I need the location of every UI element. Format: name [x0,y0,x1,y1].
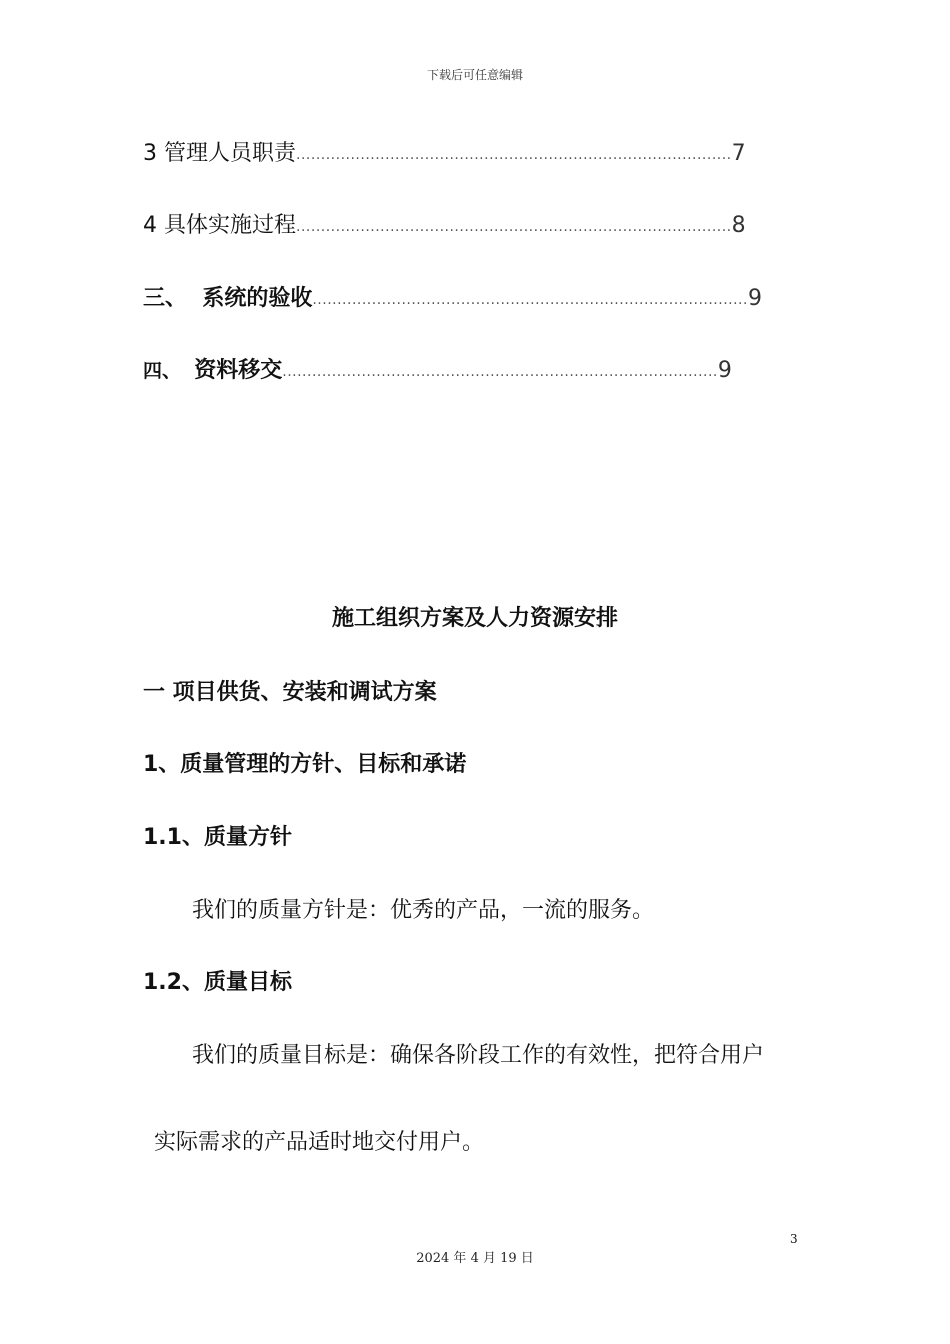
toc-entry-number: 三、 [143,286,203,311]
toc-entry-number: 四、 [143,360,195,382]
section-heading: 一 项目供货、安装和调试方案 [143,680,437,705]
toc-entry-label: 资料移交 [194,358,283,383]
toc-entry-3[interactable] [143,134,746,168]
toc-leader-dots: ........................................................................................ [296,147,732,163]
toc-page-number: 9 [717,358,732,383]
toc-leader-dots: ........................................................................................ [312,292,748,308]
chapter-title: 施工组织方案及人力资源安排 [331,606,618,631]
toc-page-number: 9 [747,286,762,311]
toc-page-number: 8 [731,213,746,238]
sub-subsection-heading: 1.2、质量目标 [143,970,292,995]
subsection-heading: 1、质量管理的方针、目标和承诺 [143,752,467,777]
sub-subsection-heading: 1.1、质量方针 [143,825,292,850]
paragraph-quality-goal-line1: 我们的质量目标是：确保各阶段工作的有效性，把符合用户 [192,1043,765,1068]
toc-entry-san[interactable] [143,279,762,313]
toc-entry-si[interactable] [143,351,732,385]
toc-entry-number: 3 [143,141,164,166]
toc-page-number: 7 [731,141,746,166]
page-header: 下载后可任意编辑 [426,68,523,82]
toc-leader-dots: ........................................................................................ [282,364,718,380]
paragraph-quality-policy: 我们的质量方针是：优秀的产品，一流的服务。 [192,898,655,923]
toc-entry-number: 4 [143,213,164,238]
paragraph-quality-goal-line2: 实际需求的产品适时地交付用户。 [154,1130,485,1155]
toc-entry-label: 管理人员职责 [164,141,297,166]
toc-entry-label: 系统的验收 [202,286,313,311]
page-number: 3 [790,1232,798,1246]
toc-entry-4[interactable] [143,206,746,240]
toc-leader-dots: ........................................................................................ [296,219,732,235]
footer-date: 2024 年 4 月 19 日 [416,1251,534,1266]
toc-entry-label: 具体实施过程 [164,213,297,238]
